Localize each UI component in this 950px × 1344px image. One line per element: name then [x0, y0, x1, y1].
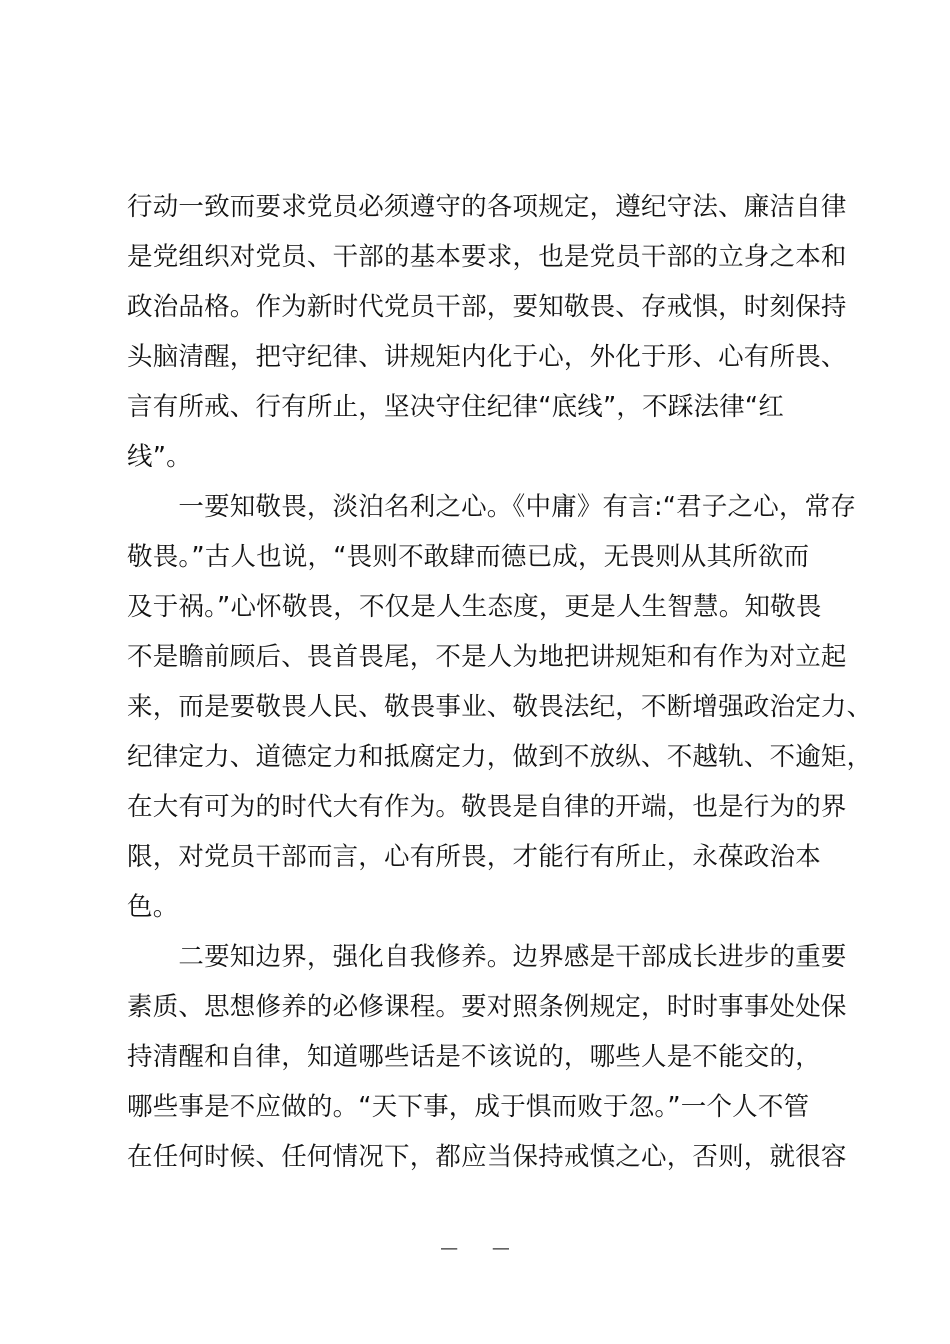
text-line: 在大有可为的时代大有作为。敬畏是自律的开端，也是行为的界	[127, 792, 847, 822]
text-line: 色。	[127, 892, 179, 922]
page-footer	[0, 1238, 950, 1259]
text-line: 是党组织对党员、干部的基本要求，也是党员干部的立身之本和	[127, 242, 847, 272]
text-line: 哪些事是不应做的。“天下事，成于惧而败于忽。”一个人不管	[127, 1092, 810, 1122]
text-line: 线”。	[127, 442, 192, 472]
text-line: 政治品格。作为新时代党员干部，要知敬畏、存戒惧，时刻保持	[127, 292, 847, 322]
footer-dash-left: —	[440, 1238, 459, 1259]
text-line: 行动一致而要求党员必须遵守的各项规定，遵纪守法、廉洁自律	[127, 192, 847, 222]
text-line: 在任何时候、任何情况下，都应当保持戒慎之心，否则，就很容	[127, 1142, 847, 1172]
text-line: 头脑清醒，把守纪律、讲规矩内化于心，外化于形、心有所畏、	[127, 342, 847, 372]
text-line: 不是瞻前顾后、畏首畏尾，不是人为地把讲规矩和有作为对立起	[127, 642, 847, 672]
text-line: 及于祸。”心怀敬畏，不仅是人生态度，更是人生智慧。知敬畏	[127, 592, 822, 622]
text-line: 限，对党员干部而言，心有所畏，才能行有所止，永葆政治本	[127, 842, 821, 872]
text-line: 来，而是要敬畏人民、敬畏事业、敬畏法纪，不断增强政治定力、	[127, 692, 873, 722]
text-line: 素质、思想修养的必修课程。要对照条例规定，时时事事处处保	[127, 992, 847, 1022]
text-line: 一要知敬畏，淡泊名利之心。《中庸》有言:“君子之心，常存	[127, 492, 857, 522]
text-line: 言有所戒、行有所止，坚决守住纪律“底线”，不踩法律“红	[127, 392, 785, 422]
text-line: 纪律定力、道德定力和抵腐定力，做到不放纵、不越轨、不逾矩，	[127, 742, 873, 772]
footer-dash-right: —	[491, 1238, 510, 1259]
text-line: 二要知边界，强化自我修养。边界感是干部成长进步的重要	[127, 942, 847, 972]
text-line: 持清醒和自律，知道哪些话是不该说的，哪些人是不能交的，	[127, 1042, 821, 1072]
text-line: 敬畏。”古人也说，“畏则不敢肆而德已成，无畏则从其所欲而	[127, 542, 810, 572]
body-text	[127, 182, 873, 1182]
